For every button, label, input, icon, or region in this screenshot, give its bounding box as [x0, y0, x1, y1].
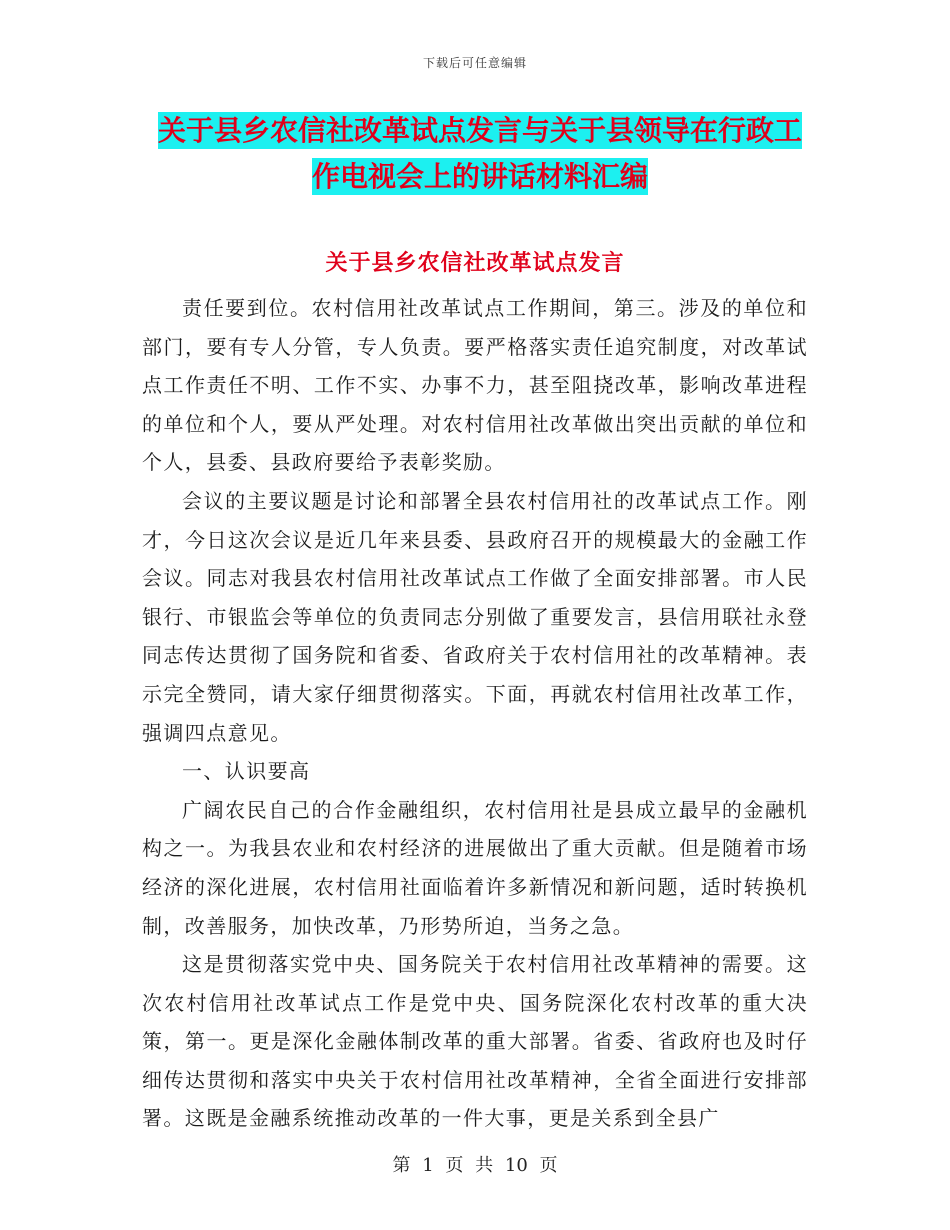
document-title-line-2: 作电视会上的讲话材料汇编 — [311, 160, 648, 193]
footer-mid1: 页 — [445, 1155, 464, 1176]
paragraph: 责任要到位。农村信用社改革试点工作期间，第三。涉及的单位和部门，要有专人分管，专人负责。要严格落实责任追究制度，对改革试点工作责任不明、工作不实、办事不力，甚至阻挠改革，影响改革进程的单位和个人，要从严处理。对农村信用社改革做出突出贡献的单位和个人，县委、县政府要给予表彰奖励。 — [142, 296, 808, 475]
header-note: 下载后可任意编辑 — [422, 56, 527, 70]
document-title — [140, 108, 820, 200]
document-title-line-1: 关于县乡农信社改革试点发言与关于县领导在行政工 — [157, 114, 802, 147]
paragraph: 广阔农民自己的合作金融组织，农村信用社是县成立最早的金融机构之一。为我县农业和农村经济的进展做出了重大贡献。但是随着市场经济的深化进展，农村信用社面临着许多新情况和新问题，适时转换机制，改善服务，加快改革，乃形势所迫，当务之急。 — [142, 797, 808, 938]
section-title: 关于县乡农信社改革试点发言 — [325, 251, 625, 276]
body-text — [142, 289, 808, 1138]
footer-page-number: 1 — [422, 1155, 434, 1176]
footer-suffix: 页 — [539, 1155, 558, 1176]
section-heading: 一、认识要高 — [182, 759, 311, 784]
footer-total-pages: 10 — [504, 1155, 528, 1176]
page-footer — [0, 1151, 950, 1177]
footer-mid2: 共 — [475, 1155, 494, 1176]
paragraph: 会议的主要议题是讨论和部署全县农村信用社的改革试点工作。刚才，今日这次会议是近几年来县委、县政府召开的规模最大的金融工作会议。同志对我县农村信用社改革试点工作做了全面安排部署。市人民银行、市银监会等单位的负责同志分别做了重要发言，县信用联社永登同志传达贯彻了国务院和省委、省政府关于农村信用社的改革精神。表示完全赞同，请大家仔细贯彻落实。下面，再就农村信用社改革工作，强调四点意见。 — [142, 488, 808, 745]
footer-prefix: 第 — [392, 1155, 411, 1176]
paragraph: 这是贯彻落实党中央、国务院关于农村信用社改革精神的需要。这次农村信用社改革试点工作是党中央、国务院深化农村改革的重大决策，第一。更是深化金融体制改革的重大部署。省委、省政府也及时仔细传达贯彻和落实中央关于农村信用社改革精神，全省全面进行安排部署。这既是金融系统推动改革的一件大事，更是关系到全县广 — [142, 952, 808, 1131]
